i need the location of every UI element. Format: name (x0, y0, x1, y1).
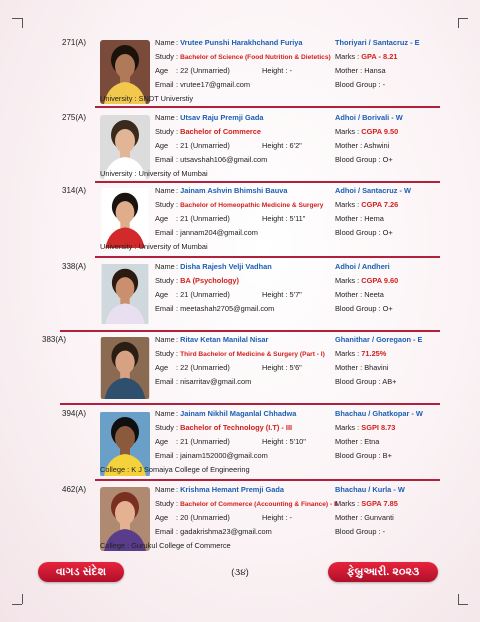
mother-name (335, 141, 389, 151)
native-place (335, 335, 422, 345)
institution-line (100, 541, 231, 551)
profile-photo (100, 337, 150, 399)
mother-name-label: Mother (335, 141, 359, 150)
name-label: Name (155, 38, 175, 47)
colon: : (355, 127, 362, 136)
marks (335, 349, 386, 359)
native-place-value: Thoriyari / Santacruz - E (335, 38, 420, 47)
name-value (176, 38, 303, 48)
mother-name-label: Mother (335, 290, 359, 299)
name-label: Name (155, 485, 175, 494)
height-label: Height (262, 363, 284, 372)
colon: : (283, 214, 290, 223)
age-label: Age (155, 290, 169, 299)
marks (335, 127, 398, 137)
institution-value: Gurukul College of Commerce (131, 541, 231, 550)
mother-name-value: Ashwini (363, 141, 390, 150)
native-place-value: Bhachau / Ghatkopar - W (335, 409, 423, 418)
study-label: Study (155, 200, 174, 209)
study-value (176, 127, 261, 137)
colon: : (376, 155, 383, 164)
age-text: 21 (Unmarried) (180, 290, 230, 299)
marks-label: Marks (335, 127, 356, 136)
colon: : (176, 127, 181, 136)
colon: : (283, 437, 290, 446)
colon: : (376, 80, 383, 89)
colon: : (176, 377, 181, 386)
native-place-value: Bhachau / Kurla - W (335, 485, 405, 494)
height-value: 6'2" (289, 141, 302, 150)
mother-name-value: Hema (364, 214, 384, 223)
footer-date: ફેબ્રુઆરી. ૨૦૨૩ (328, 562, 438, 582)
colon: : (358, 66, 365, 75)
blood-group-value: O+ (382, 304, 393, 313)
height-label: Height (262, 66, 284, 75)
colon: : (176, 141, 181, 150)
blood-group (335, 228, 393, 238)
crop-mark-top-left (22, 18, 23, 28)
name-text: Jainam Nikhil Maganlal Chhadwa (180, 409, 297, 418)
email-text: jannam204@gmail.com (180, 228, 258, 237)
name-value (176, 113, 264, 123)
colon: : (176, 262, 181, 271)
study-text: Bachelor of Commerce (Accounting & Finance) - II (180, 501, 338, 508)
study-text: Bachelor of Commerce (180, 127, 262, 136)
colon: : (132, 242, 139, 251)
study-value (176, 276, 239, 286)
email-label: Email (155, 304, 174, 313)
colon: : (176, 155, 181, 164)
marks-value: SGPI 8.73 (361, 423, 396, 432)
mother-name (335, 214, 384, 224)
age-label: Age (155, 66, 169, 75)
blood-group (335, 451, 392, 461)
email-value (176, 377, 251, 387)
institution-label: College (100, 465, 126, 474)
colon: : (176, 214, 181, 223)
colon: : (283, 290, 290, 299)
mother-name-value: Hansa (364, 66, 386, 75)
email-text: nisarritav@gmail.com (180, 377, 252, 386)
mother-name (335, 363, 388, 373)
native-place-value: Ghanithar / Goregaon - E (335, 335, 423, 344)
study-label: Study (155, 127, 174, 136)
entry-divider (60, 403, 440, 405)
height-label: Height (262, 513, 284, 522)
blood-group-label: Blood Group (335, 527, 377, 536)
colon: : (176, 349, 181, 358)
email-value (176, 304, 274, 314)
colon: : (176, 335, 181, 344)
colon: : (355, 349, 362, 358)
colon: : (358, 214, 365, 223)
mother-name (335, 437, 379, 447)
name-label: Name (155, 186, 175, 195)
height-value: 5'10" (289, 437, 306, 446)
study-label: Study (155, 499, 174, 508)
email-value (176, 527, 272, 537)
colon: : (125, 541, 132, 550)
blood-group (335, 155, 393, 165)
marks-value: SGPA 7.85 (361, 499, 398, 508)
age-value (176, 290, 230, 300)
name-label: Name (155, 409, 175, 418)
entry-number: 271(A) (62, 38, 87, 47)
colon: : (176, 437, 181, 446)
marks (335, 499, 398, 509)
study-value (176, 52, 331, 63)
email-text: utsavshah106@gmail.com (180, 155, 268, 164)
height-value: 5'11" (289, 214, 306, 223)
native-place (335, 38, 420, 48)
mother-name-label: Mother (335, 513, 359, 522)
age-text: 20 (Unmarried) (180, 513, 230, 522)
height-field (262, 513, 292, 523)
crop-mark-top-right (458, 18, 459, 28)
marks-label: Marks (335, 276, 356, 285)
height-label: Height (262, 214, 284, 223)
study-text: Third Bachelor of Medicine & Surgery (Part - I) (180, 351, 325, 358)
colon: : (355, 499, 362, 508)
name-label: Name (155, 335, 175, 344)
page-number: (૩૪) (231, 567, 249, 577)
height-field (262, 290, 302, 300)
entry-number: 394(A) (62, 409, 87, 418)
email-value (176, 155, 267, 165)
colon: : (376, 304, 383, 313)
marks (335, 276, 398, 286)
study-text: Bachelor of Technology (I.T) - III (180, 423, 293, 432)
age-label: Age (155, 141, 169, 150)
mother-name-label: Mother (335, 363, 359, 372)
entry-divider (95, 479, 440, 481)
mother-name-value: Neeta (364, 290, 384, 299)
height-field (262, 437, 306, 447)
marks-value: CGPA 9.50 (361, 127, 399, 136)
colon: : (132, 94, 139, 103)
crop-mark-bottom-left (12, 604, 22, 605)
blood-group-value: O+ (382, 228, 393, 237)
colon: : (355, 276, 362, 285)
colon: : (176, 186, 181, 195)
colon: : (132, 169, 139, 178)
height-value: - (289, 66, 293, 75)
age-label: Age (155, 437, 169, 446)
marks-label: Marks (335, 423, 356, 432)
email-text: gadakrishma23@gmail.com (180, 527, 272, 536)
study-value (176, 200, 323, 211)
name-label: Name (155, 113, 175, 122)
study-label: Study (155, 349, 174, 358)
crop-mark-bottom-right (458, 604, 468, 605)
institution-label: University (100, 94, 133, 103)
age-text: 21 (Unmarried) (180, 214, 230, 223)
mother-name (335, 66, 386, 76)
height-label: Height (262, 290, 284, 299)
colon: : (376, 451, 383, 460)
entry-divider (95, 106, 440, 108)
height-field (262, 66, 292, 76)
colon: : (283, 513, 290, 522)
name-text: Utsav Raju Premji Gada (180, 113, 264, 122)
crop-mark-bottom-right (458, 594, 459, 604)
profile-photo (100, 264, 150, 324)
email-text: jainam152000@gmail.com (180, 451, 268, 460)
study-text: Bachelor of Science (Food Nutrition & Dietetics) (180, 54, 331, 61)
blood-group-value: - (382, 80, 386, 89)
marks (335, 423, 395, 433)
crop-mark-top-left (12, 18, 22, 19)
colon: : (358, 290, 365, 299)
colon: : (176, 513, 181, 522)
blood-group-value: B+ (382, 451, 392, 460)
colon: : (376, 527, 383, 536)
colon: : (176, 276, 181, 285)
institution-value: K J Somaiya College of Engineering (131, 465, 250, 474)
institution-line (100, 169, 208, 179)
colon: : (358, 363, 365, 372)
name-label: Name (155, 262, 175, 271)
institution-line (100, 465, 250, 475)
height-field (262, 141, 302, 151)
native-place-value: Adhoi / Andheri (335, 262, 390, 271)
entry-divider (60, 330, 440, 332)
name-text: Ritav Ketan Manilal Nisar (180, 335, 269, 344)
age-value (176, 214, 230, 224)
email-label: Email (155, 155, 174, 164)
profile-photo (100, 188, 150, 248)
native-place-value: Adhoi / Borivali - W (335, 113, 403, 122)
height-value: 5'6" (289, 363, 302, 372)
mother-name-value: Bhavini (364, 363, 389, 372)
native-place-value: Adhoi / Santacruz - W (335, 186, 411, 195)
colon: : (125, 465, 132, 474)
colon: : (176, 80, 181, 89)
name-text: Disha Rajesh Velji Vadhan (180, 262, 272, 271)
native-place (335, 113, 403, 123)
marks-label: Marks (335, 349, 356, 358)
height-value: - (289, 513, 293, 522)
study-value (176, 499, 338, 510)
colon: : (176, 66, 181, 75)
email-label: Email (155, 228, 174, 237)
age-value (176, 513, 230, 523)
colon: : (176, 38, 181, 47)
blood-group-label: Blood Group (335, 228, 377, 237)
colon: : (376, 228, 383, 237)
height-field (262, 214, 305, 224)
colon: : (176, 485, 181, 494)
age-value (176, 141, 230, 151)
mother-name-label: Mother (335, 66, 359, 75)
blood-group (335, 527, 385, 537)
colon: : (358, 141, 364, 150)
colon: : (376, 377, 383, 386)
colon: : (283, 66, 290, 75)
crop-mark-top-right (458, 18, 468, 19)
institution-label: College (100, 541, 126, 550)
age-value (176, 363, 230, 373)
marks-value: CGPA 9.60 (361, 276, 399, 285)
entry-divider (95, 181, 440, 183)
institution-label: University (100, 242, 133, 251)
name-value (176, 485, 284, 495)
institution-value: University of Mumbai (138, 169, 208, 178)
study-text: Bachelor of Homeopathic Medicine & Surgery (180, 202, 324, 209)
email-text: meetashah2705@gmail.com (180, 304, 275, 313)
name-value (176, 409, 296, 419)
name-text: Jainam Ashvin Bhimshi Bauva (180, 186, 288, 195)
marks-label: Marks (335, 499, 356, 508)
colon: : (176, 113, 181, 122)
email-label: Email (155, 377, 174, 386)
colon: : (283, 363, 290, 372)
entry-number: 338(A) (62, 262, 87, 271)
blood-group-value: AB+ (382, 377, 397, 386)
marks (335, 52, 397, 62)
marks-label: Marks (335, 200, 356, 209)
mother-name-label: Mother (335, 214, 359, 223)
name-value (176, 335, 268, 345)
entry-number: 462(A) (62, 485, 87, 494)
institution-line (100, 242, 208, 252)
blood-group (335, 377, 396, 387)
colon: : (176, 200, 181, 209)
native-place (335, 409, 423, 419)
native-place (335, 262, 390, 272)
age-value (176, 66, 230, 76)
age-value (176, 437, 230, 447)
footer-magazine-title: વાગડ સંદેશ (38, 562, 124, 582)
colon: : (283, 141, 290, 150)
entry-divider (95, 256, 440, 258)
age-label: Age (155, 214, 169, 223)
colon: : (358, 513, 365, 522)
mother-name-value: Gunvanti (364, 513, 394, 522)
colon: : (176, 409, 181, 418)
mother-name (335, 513, 394, 523)
email-label: Email (155, 451, 174, 460)
colon: : (176, 228, 181, 237)
colon: : (355, 423, 362, 432)
marks (335, 200, 398, 210)
height-field (262, 363, 302, 373)
marks-value: GPA - 8.21 (361, 52, 398, 61)
entry-number: 383(A) (42, 335, 67, 344)
institution-line (100, 94, 193, 104)
marks-label: Marks (335, 52, 356, 61)
email-value (176, 80, 250, 90)
blood-group (335, 80, 385, 90)
blood-group-label: Blood Group (335, 80, 377, 89)
marks-value: 71.25% (361, 349, 387, 358)
height-label: Height (262, 437, 284, 446)
colon: : (176, 499, 181, 508)
colon: : (176, 451, 181, 460)
age-text: 22 (Unmarried) (180, 66, 230, 75)
mother-name (335, 290, 384, 300)
height-value: 5'7" (289, 290, 302, 299)
email-value (176, 228, 258, 238)
age-label: Age (155, 363, 169, 372)
colon: : (176, 52, 181, 61)
blood-group (335, 304, 393, 314)
colon: : (176, 290, 181, 299)
age-text: 21 (Unmarried) (180, 437, 230, 446)
blood-group-label: Blood Group (335, 451, 377, 460)
institution-value: SNDT Universtiy (138, 94, 194, 103)
study-value (176, 349, 325, 360)
age-text: 21 (Unmarried) (180, 141, 230, 150)
age-text: 22 (Unmarried) (180, 363, 230, 372)
name-value (176, 262, 272, 272)
colon: : (176, 423, 181, 432)
email-text: vrutee17@gmail.com (180, 80, 251, 89)
entry-number: 314(A) (62, 186, 87, 195)
entry-number: 275(A) (62, 113, 87, 122)
colon: : (176, 304, 181, 313)
blood-group-label: Blood Group (335, 304, 377, 313)
study-value (176, 423, 292, 433)
colon: : (355, 52, 362, 61)
name-text: Vrutee Punshi Harakhchand Furiya (180, 38, 303, 47)
name-value (176, 186, 287, 196)
email-label: Email (155, 527, 174, 536)
institution-label: University (100, 169, 133, 178)
institution-value: University of Mumbai (138, 242, 208, 251)
study-label: Study (155, 423, 174, 432)
crop-mark-bottom-left (22, 594, 23, 604)
blood-group-label: Blood Group (335, 155, 377, 164)
native-place (335, 485, 405, 495)
study-text: BA (Psychology) (180, 276, 239, 285)
name-text: Krishma Hemant Premji Gada (180, 485, 285, 494)
colon: : (176, 363, 181, 372)
colon: : (355, 200, 362, 209)
blood-group-value: O+ (382, 155, 393, 164)
colon: : (358, 437, 365, 446)
email-label: Email (155, 80, 174, 89)
age-label: Age (155, 513, 169, 522)
marks-value: CGPA 7.26 (361, 200, 399, 209)
colon: : (176, 527, 181, 536)
mother-name-label: Mother (335, 437, 359, 446)
blood-group-label: Blood Group (335, 377, 377, 386)
study-label: Study (155, 276, 174, 285)
height-label: Height (262, 141, 284, 150)
blood-group-value: - (382, 527, 386, 536)
mother-name-value: Etna (364, 437, 380, 446)
study-label: Study (155, 52, 174, 61)
email-value (176, 451, 268, 461)
native-place (335, 186, 411, 196)
